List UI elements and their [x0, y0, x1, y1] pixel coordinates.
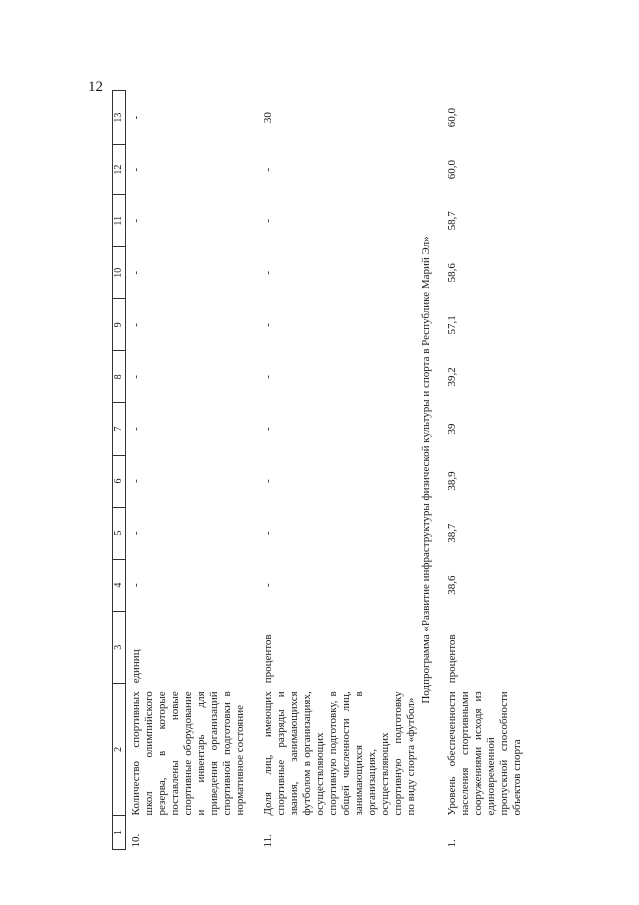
value-cell: - [262, 167, 274, 172]
value-cell: 39,2 [446, 367, 458, 387]
value-cell: - [130, 323, 142, 327]
value-cell: - [262, 531, 274, 535]
value-cell: 58,6 [446, 263, 458, 283]
table-row [442, 91, 524, 850]
header-cell: 13 [113, 91, 126, 145]
value-cell: - [130, 427, 142, 431]
header-cell: 11 [113, 195, 126, 247]
value-cell: - [130, 270, 142, 275]
value-cell: - [130, 531, 142, 535]
value-cell: 60,0 [446, 160, 458, 180]
unit-cell: единиц [130, 649, 142, 684]
value-cell: 57,1 [446, 315, 458, 335]
header-cell: 4 [113, 559, 126, 611]
header-cell: 3 [113, 611, 126, 683]
value-cell: - [130, 479, 142, 483]
header-cell: 7 [113, 403, 126, 455]
value-cell: 30 [262, 112, 274, 124]
value-cell: - [262, 583, 274, 588]
subprogram-title: Подпрограмма «Развитие инфраструктуры физической культуры и спорта в Республике Марий Эл» [420, 236, 432, 704]
unit-cell: процентов [262, 634, 274, 684]
indicator-name: Доля лиц, имеющих спортивные разряды и звания, занимающихся футболом в организациях, осуществляющих спортивную подготовку, в общей численности лиц, занимающихся в организациях, осуществляющих спортивную подготовку по виду спорта «футбол» [262, 691, 417, 816]
row-number: 1. [446, 839, 458, 848]
value-cell: - [262, 427, 274, 431]
value-cell: - [130, 167, 142, 172]
value-cell: - [130, 375, 142, 379]
table-row [258, 91, 418, 850]
value-cell: - [262, 323, 274, 327]
header-cell: 9 [113, 299, 126, 351]
indicators-table [112, 90, 524, 850]
value-cell: - [130, 218, 142, 223]
value-cell: - [130, 583, 142, 588]
value-cell: 39 [446, 423, 458, 435]
indicator-name: Количество спортивных школ олимпийского резерва, в которые поставлены новые спортивные оборудование и инвентарь для приведения организаций спортивной подготовки в нормативное состояние [130, 691, 246, 816]
value-cell: - [262, 375, 274, 379]
indicator-name: Уровень обеспеченности населения спортивными сооружениями исходя из единовременной пропускной способности объектов спорта [446, 691, 523, 816]
header-cell: 6 [113, 455, 126, 507]
value-cell: - [262, 270, 274, 275]
rotated-table-sheet [112, 90, 592, 850]
header-cell: 8 [113, 351, 126, 403]
header-cell: 10 [113, 247, 126, 299]
page-number: 12 [88, 79, 103, 95]
subprogram-row [418, 91, 442, 850]
value-cell: 58,7 [446, 211, 458, 231]
value-cell: 60,0 [446, 107, 458, 128]
table-row [126, 91, 259, 850]
value-cell: - [130, 115, 142, 120]
header-cell: 12 [113, 145, 126, 195]
value-cell: 38,7 [446, 523, 458, 543]
value-cell: - [262, 218, 274, 223]
row-number: 11. [262, 834, 274, 848]
row-number: 10. [130, 833, 142, 848]
header-cell: 5 [113, 507, 126, 559]
header-cell: 2 [113, 683, 126, 815]
value-cell: 38,9 [446, 471, 458, 491]
header-cell: 1 [113, 815, 126, 849]
value-cell: 38,6 [446, 575, 458, 595]
header-row [113, 91, 126, 850]
unit-cell: процентов [446, 634, 458, 684]
value-cell: - [262, 479, 274, 483]
